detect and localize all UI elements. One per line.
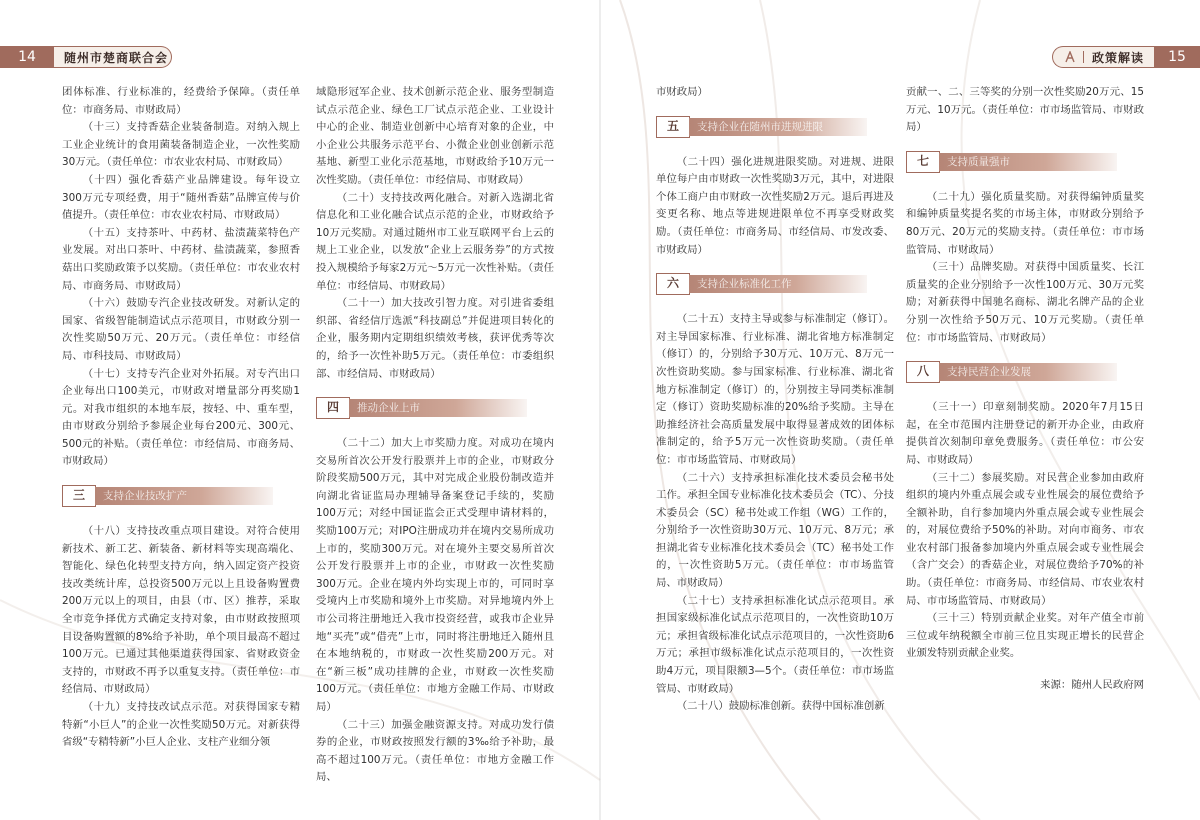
section-number: 三 <box>62 485 96 507</box>
paragraph: （二十九）强化质量奖励。对获得编钟质量奖和编钟质量奖提名奖的市场主体，市财政分别给予80万元、20万元的奖励支持。（责任单位：市市场监管局、市财政局） <box>906 190 1144 256</box>
paragraph: 贡献一、二、三等奖的分别一次性奖励20万元、15万元、10万元。（责任单位：市市场监管局、市财政局） <box>906 86 1144 134</box>
section-title: 支持企业标准化工作 <box>689 275 867 293</box>
magazine-logo-icon <box>1063 50 1077 64</box>
paragraph: （三十二）参展奖励。对民营企业参加由政府组织的境内外重点展会或专业性展会的展位费给予全额补助，自行参加境内外重点展会或专业性展会的，对展位费给予50%的补助。对向市商务、市农业农村部门报备参加境内外重点展会或专业性展会（含广交会）的香菇企业，对展位费给予70%的补助。（责任单位：市商务局、市经信局、市农业农村局、市市场监管局、市财政局） <box>906 471 1144 607</box>
right-page-header <box>1052 46 1200 68</box>
paragraph: （二十三）加强金融资源支持。对成功发行债券的企业，市财政按照发行额的3‰给予补助，最高不超过100万元。（责任单位：市地方金融工作局、 <box>316 718 554 784</box>
paragraph: （三十）品牌奖励。对获得中国质量奖、长江质量奖的企业分别给予一次性100万元、30万元奖励；对新获得中国驰名商标、湖北名牌产品的企业分别一次性给予50万元、10万元奖励。（责任单位：市市场监管局、市财政局） <box>906 261 1144 344</box>
paragraph: （十九）支持技改试点示范。对获得国家专精特新“小巨人”的企业一次性奖励50万元。对新获得省级“专精特新”小巨人企业、支柱产业细分领 <box>62 701 300 749</box>
section-title: 支持企业技改扩产 <box>95 487 273 505</box>
right-page-number: 15 <box>1154 46 1200 68</box>
paragraph: （三十一）印章刻制奖励。2020年7月15日起，在全市范围内注册登记的新开办企业，由政府提供首次刻制印章免费服务。（责任单位：市公安局、市财政局） <box>906 401 1144 466</box>
paragraph: （十五）支持茶叶、中药材、盐渍蔬菜特色产业发展。对出口茶叶、中药材、盐渍蔬菜，参照香菇出口奖励政策予以奖励。（责任单位：市农业农村局、市商务局、市财政局） <box>62 226 300 292</box>
section-number: 四 <box>316 397 350 419</box>
text-column-3 <box>656 84 894 716</box>
paragraph: （二十七）支持承担标准化试点示范项目。承担国家级标准化试点示范项目的，一次性资助10万元；承担省级标准化试点示范项目的，一次性资助6万元；承担市级标准化试点示范项目的，一次性资助4万元，项目限额3—5个。（责任单位：市市场监管局、市财政局） <box>656 594 894 695</box>
header-separator <box>1083 51 1084 63</box>
section-number: 五 <box>656 116 690 138</box>
paragraph: （十四）强化香菇产业品牌建设。每年设立300万元专项经费，用于“随州香菇”品牌宣传与价值提升。（责任单位：市农业农村局、市财政局） <box>62 173 300 222</box>
paragraph: （二十八）鼓励标准创新。获得中国标准创新 <box>676 700 885 713</box>
source-credit: 来源：随州人民政府网 <box>1040 679 1144 692</box>
section-number: 七 <box>906 151 940 173</box>
left-page-number: 14 <box>0 46 54 68</box>
section-number: 六 <box>656 273 690 295</box>
paragraph: 域隐形冠军企业、技术创新示范企业、服务型制造试点示范企业、绿色工厂试点示范企业、工业设计中心的企业、制造业创新中心培育对象的企业，中小企业公共服务示范平台、小微企业创业创新示范基地、新型工业化示范基地，市财政给予10万元一次性奖励。（责任单位：市经信局、市财政局） <box>316 86 554 186</box>
section-heading-5 <box>656 116 876 138</box>
paragraph: （十三）支持香菇企业装备制造。对纳入规上工业企业统计的食用菌装备制造企业，一次性奖励30万元。（责任单位：市农业农村局、市财政局） <box>62 121 300 169</box>
paragraph: （二十五）支持主导或参与标准制定（修订）。对主导国家标准、行业标准、湖北省地方标准制定（修订）的，分别给予30万元、10万元、8万元一次性资助奖励。参与国家标准、行业标准、湖北省地方标准制定（修订）的，分别按主导同类标准制定（修订）资助奖励标准的20%给予奖励。主导在助推经济社会高质量发展中取得显著成效的团体标准制定的，给予5万元一次性资助奖励。（责任单位：市市场监管局、市财政局） <box>656 313 894 466</box>
paragraph: （二十六）支持承担标准化技术委员会秘书处工作。承担全国专业标准化技术委员会（TC）、分技术委员会（SC）秘书处或工作组（WG）工作的，分别给予一次性资助30万元、10万元、8万元；承担湖北省专业标准化技术委员会（TC）秘书处工作的，一次性资助5万元。（责任单位：市市场监管局、市财政局） <box>656 471 894 590</box>
section-title: 支持民营企业发展 <box>939 363 1117 381</box>
paragraph: 市财政局） <box>656 86 708 98</box>
paragraph: （十八）支持技改重点项目建设。对符合使用新技术、新工艺、新装备、新材料等实现高端化、智能化、绿色化转型支持方向，纳入固定资产投资技改类统计库，总投资500万元以上且设备购置费200万元以上的项目，由县（市、区）推荐，采取全市竞争择优方式确定支持对象，由市财政按照项目设备购置额的8%给予补助，单个项目最高不超过100万元。已通过其他渠道获得国家、省财政资金支持的，市财政不再予以重复支持。（责任单位：市经信局、市财政局） <box>62 525 300 696</box>
section-title: 支持质量强市 <box>939 153 1117 171</box>
page-spine <box>599 0 601 820</box>
paragraph: 团体标准、行业标准的，经费给予保障。（责任单位：市商务局、市财政局） <box>62 86 300 116</box>
section-title: 推动企业上市 <box>349 399 527 417</box>
text-column-2 <box>316 84 554 787</box>
text-column-1 <box>62 84 300 752</box>
section-heading-3 <box>62 485 282 507</box>
section-heading-6 <box>656 273 876 295</box>
section-title: 支持企业在随州市进规进限 <box>689 118 867 136</box>
paragraph: （二十）支持技改两化融合。对新入选湖北省信息化和工业化融合试点示范的企业，市财政给予10万元奖励。对通过随州市工业互联网平台上云的规上工业企业，以发放“企业上云服务券”的方式按投入规模给予每家2万元～5万元一次性补贴。（责任单位：市经信局、市财政局） <box>316 191 554 292</box>
left-page-header <box>0 46 172 68</box>
paragraph: （十六）鼓励专汽企业技改研发。对新认定的国家、省级智能制造试点示范项目，市财政分别一次性奖励50万元、20万元。（责任单位：市经信局、市科技局、市财政局） <box>62 297 300 362</box>
paragraph: （二十一）加大技改引智力度。对引进省委组织部、省经信厅选派“科技副总”并促进项目转化的企业，服务期内定期组织绩效考核，获评优秀等次的，给予一次性补助5万元。（责任单位：市委组织部、市经信局、市财政局） <box>316 297 554 380</box>
paragraph: （三十三）特别贡献企业奖。对年产值全市前三位或年纳税额全市前三位且实现正增长的民营企业颁发特别贡献企业奖。 <box>906 612 1144 660</box>
right-header-title: 政策解读 <box>1091 50 1144 65</box>
paragraph: （十七）支持专汽企业对外拓展。对专汽出口企业每出口100美元，市财政对增量部分再奖励1元。对我市组织的本地车辰，按轻、中、重车型，由市财政分别给予参展企业每台200元、300元、500元的补贴。（责任单位：市经信局、市商务局、市财政局） <box>62 367 300 468</box>
paragraph: （二十二）加大上市奖励力度。对成功在境内交易所首次公开发行股票并上市的企业，市财政分阶段奖励500万元，其中对完成企业股份制改造并向湖北省证监局办理辅导备案登记手续的，奖励100万元；对经中国证监会正式受理申请材料的，奖励100万元；对IPO注册成功并在境内交易所成功上市的，奖励300万元。对在境外主要交易所首次公开发行股票并上市的企业，市财政一次性奖励300万元。企业在境内外均实现上市的，可同时享受境内上市奖励和境外上市奖励。对异地境内外上市公司将注册地迁入我市投资经营，或我市企业异地“买壳”或“借壳”上市，同时将注册地迁入随州且在本地纳税的，市财政一次性奖励200万元。对在“新三板”成功挂牌的企业，市财政一次性奖励100万元。（责任单位：市地方金融工作局、市财政局） <box>316 437 554 713</box>
paragraph: （二十四）强化进规进限奖励。对进规、进限单位每户由市财政一次性奖励3万元，其中，对进限个体工商户由市财政一次性奖励2万元。退后再进及变更名称、地点等进规进限单位不再享受财政奖励。（责任单位：市商务局、市经信局、市发改委、市财政局） <box>656 155 894 256</box>
text-column-4 <box>906 84 1144 695</box>
section-number: 八 <box>906 361 940 383</box>
section-heading-4 <box>316 397 536 419</box>
left-header-title: 随州市楚商联合会 <box>64 50 169 65</box>
section-heading-7 <box>906 151 1126 173</box>
section-heading-8 <box>906 361 1126 383</box>
